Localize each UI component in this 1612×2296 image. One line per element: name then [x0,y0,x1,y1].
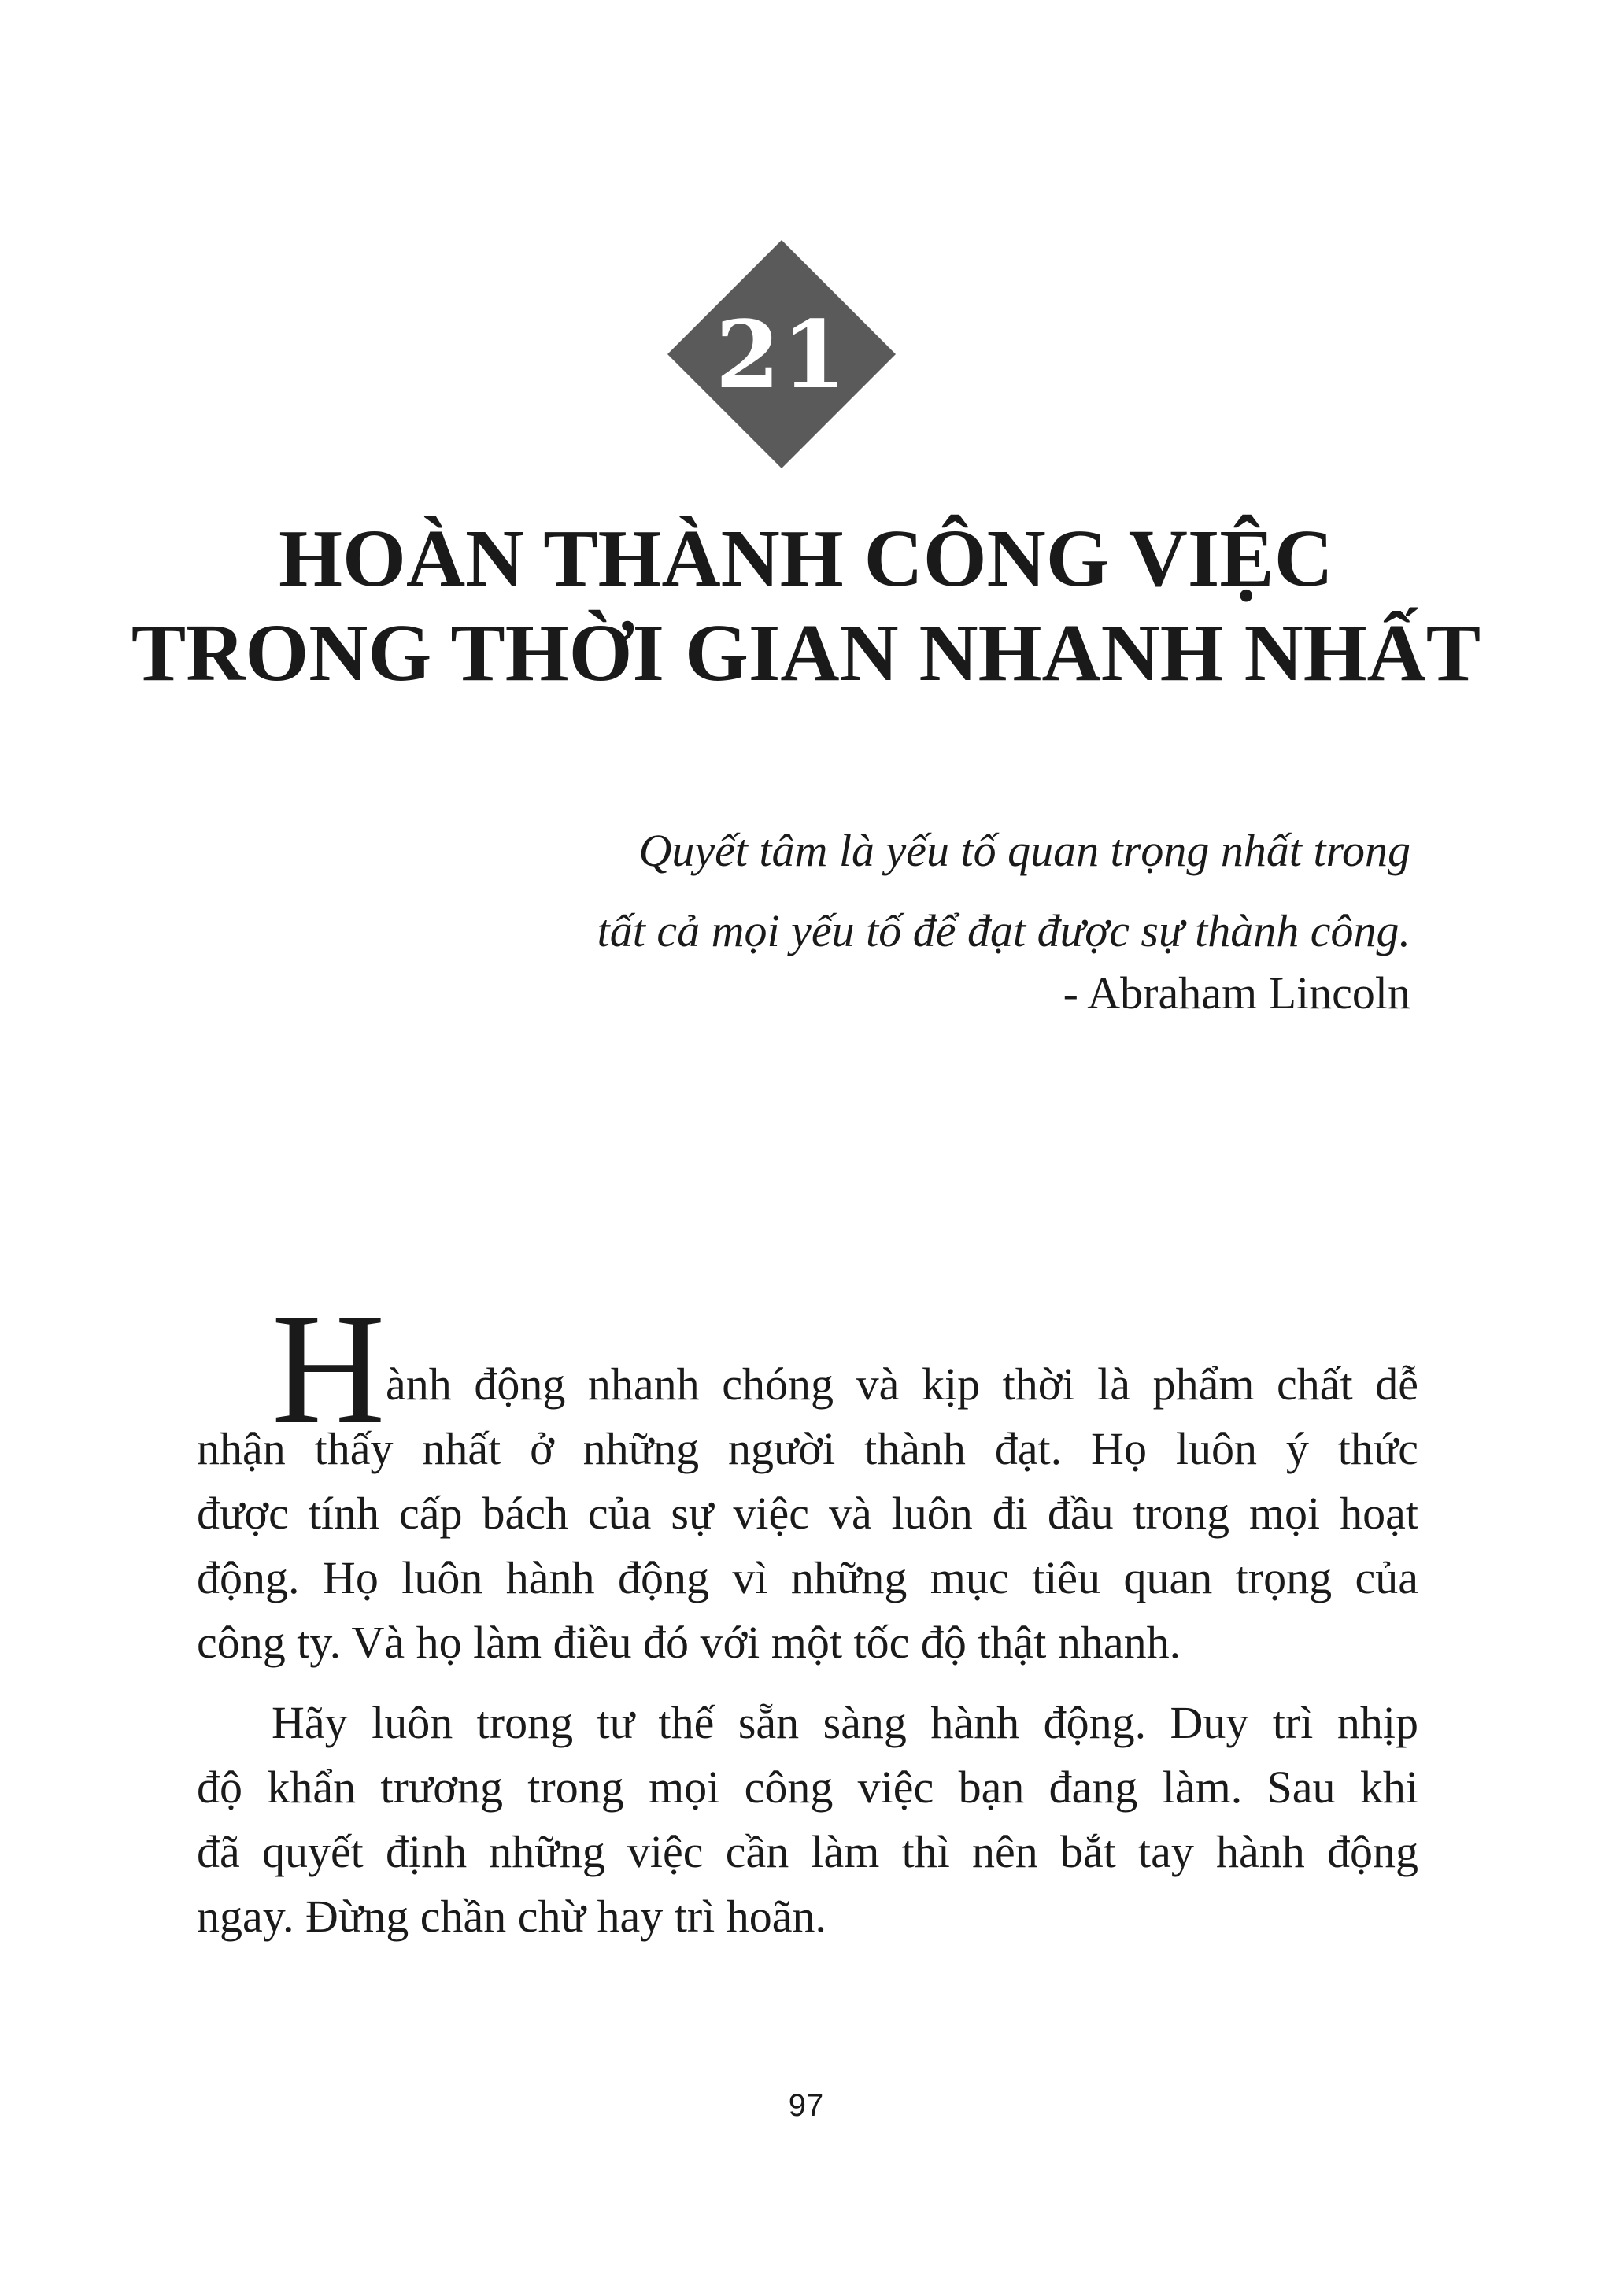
paragraph-1-line: được tính cấp bách của sự việc và luôn đi đầu trong mọi hoạt [197,1488,1418,1539]
page-number: 97 [788,2088,824,2123]
chapter-title-line-1: HOÀN THÀNH CÔNG VIỆC [279,513,1333,604]
paragraph-1-line: động. Họ luôn hành động vì những mục tiêu quan trọng của [197,1552,1418,1603]
paragraph-2-line: độ khẩn trương trong mọi công việc bạn đang làm. Sau khi [197,1762,1418,1813]
chapter-badge [667,240,896,468]
paragraph-2-line: ngay. Đừng chần chừ hay trì hoãn. [197,1891,826,1942]
chapter-title [0,512,1612,701]
paragraph-2-line: Hãy luôn trong tư thế sẵn sàng hành động. Duy trì nhịp [272,1697,1418,1748]
paragraph-1-line: nhận thấy nhất ở những người thành đạt. Họ luôn ý thức [197,1423,1418,1474]
paragraph-2-line: đã quyết định những việc cần làm thì nên bắt tay hành động [197,1826,1418,1877]
epigraph-line-1: Quyết tâm là yếu tố quan trọng nhất trong [638,825,1410,876]
paragraph-1-line: công ty. Và họ làm điều đó với một tốc độ thật nhanh. [197,1617,1181,1668]
epigraph-line-2: tất cả mọi yếu tố để đạt được sự thành công. [597,905,1410,956]
epigraph-author: - Abraham Lincoln [1063,967,1410,1019]
drop-cap: H [272,1282,386,1456]
chapter-number: 21 [715,299,849,409]
paragraph-1-line: ành động nhanh chóng và kịp thời là phẩm chất dễ [386,1359,1418,1410]
chapter-title-line-2: TRONG THỜI GIAN NHANH NHẤT [131,608,1481,698]
epigraph-quote [309,811,1410,971]
